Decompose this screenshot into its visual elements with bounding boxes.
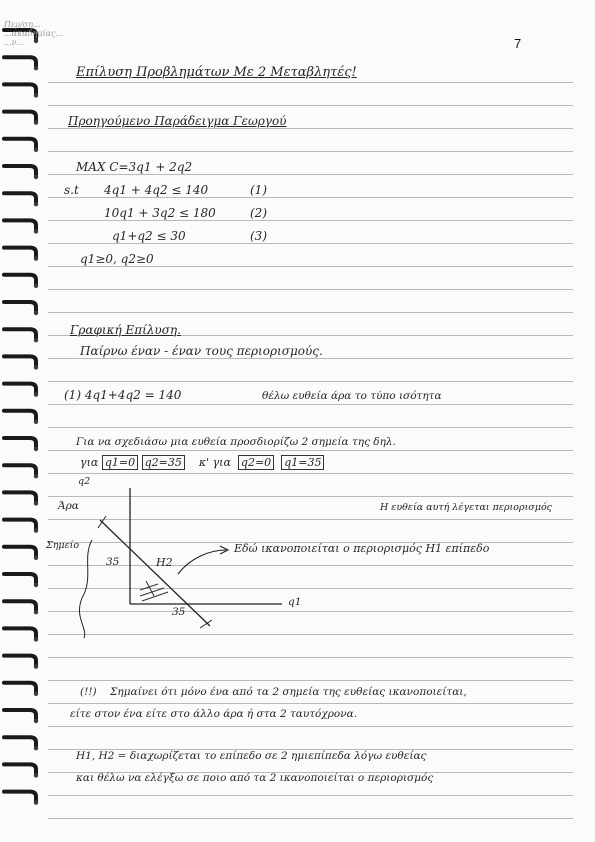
two-points-line: Για να σχεδιάσω μια ευθεία προσδιορίζω 2 σημεία της δηλ. bbox=[76, 436, 396, 448]
ruled-line bbox=[48, 795, 573, 796]
binding-ring bbox=[4, 57, 38, 70]
ruled-line bbox=[48, 657, 573, 658]
constraint-2: 10q1 + 3q2 ≤ 180 bbox=[104, 206, 216, 220]
ruled-line bbox=[48, 151, 573, 152]
page-number: 7 bbox=[514, 36, 522, 51]
footnote-line-3: H1, H2 = διαχωρίζεται το επίπεδο σε 2 ημιεπίπεδα λόγω ευθείας bbox=[76, 750, 427, 762]
ruled-line bbox=[48, 358, 573, 359]
ruled-line bbox=[48, 473, 573, 474]
binding-ring bbox=[4, 574, 38, 587]
library-stamp: Περ/ση... ...ακαδημίας... ...ν... bbox=[4, 20, 64, 47]
binding-ring bbox=[4, 628, 38, 641]
example-subheading: Προηγούμενο Παράδειγμα Γεωργού bbox=[68, 114, 287, 128]
binding-ring bbox=[4, 302, 38, 315]
binding-ring bbox=[4, 275, 38, 288]
binding-ring bbox=[4, 792, 38, 805]
binding-ring bbox=[4, 112, 38, 125]
binding-ring bbox=[4, 737, 38, 750]
binding-ring bbox=[4, 411, 38, 424]
ruled-line bbox=[48, 680, 573, 681]
h1-note: Εδώ ικανοποιείται ο περιορισμός H1 επίπεδο bbox=[234, 542, 490, 555]
x-axis-label: q1 bbox=[288, 596, 302, 608]
constraint-3: q1+q2 ≤ 30 bbox=[112, 229, 186, 243]
binding-ring bbox=[4, 248, 38, 261]
binding-ring bbox=[4, 465, 38, 478]
binding-ring bbox=[4, 764, 38, 777]
ruled-line bbox=[48, 726, 573, 727]
binding-ring bbox=[4, 329, 38, 342]
solution-intro: Παίρνω έναν - έναν τους περιορισμούς. bbox=[80, 344, 323, 358]
subject-to-label: s.t bbox=[64, 183, 79, 197]
binding-ring bbox=[4, 492, 38, 505]
constraint-3-tag: (3) bbox=[250, 229, 267, 243]
binding-ring bbox=[4, 139, 38, 152]
ara-label: Άρα bbox=[58, 500, 79, 512]
ruled-line bbox=[48, 220, 573, 221]
ruled-line bbox=[48, 243, 573, 244]
binding-ring bbox=[4, 220, 38, 233]
footnote-line-4: και θέλω να ελέγξω σε ποιο από τα 2 ικανοποιείται ο περιορισμός bbox=[76, 772, 434, 784]
binding-ring bbox=[4, 84, 38, 97]
constraint-1-tag: (1) bbox=[250, 183, 267, 197]
binding-ring bbox=[4, 384, 38, 397]
ruled-line bbox=[48, 105, 573, 106]
step1-equation: (1) 4q1+4q2 = 140 bbox=[64, 388, 182, 402]
footnote-marker: (!!) bbox=[80, 686, 97, 698]
binding-ring bbox=[4, 166, 38, 179]
binding-ring bbox=[4, 193, 38, 206]
spiral-binding bbox=[0, 0, 48, 842]
ruled-line bbox=[48, 266, 573, 267]
footnote-line-1: Σημαίνει ότι μόνο ένα από τα 2 σημεία της ευθείας ικανοποιείται, bbox=[110, 686, 467, 698]
y-axis-label: q2 bbox=[78, 476, 91, 487]
ruled-line bbox=[48, 818, 573, 819]
solution-title: Γραφική Επίλυση. bbox=[70, 323, 181, 337]
ruled-line bbox=[48, 312, 573, 313]
footnote-line-2: είτε στον ένα είτε στο άλλο άρα ή στα 2 ταυτόχρονα. bbox=[70, 708, 358, 720]
point-box-1: q1=0 bbox=[102, 455, 138, 470]
binding-ring bbox=[4, 710, 38, 723]
point-box-4: q1=35 bbox=[281, 455, 324, 470]
binding-ring bbox=[4, 683, 38, 696]
ruled-line bbox=[48, 427, 573, 428]
ruled-line bbox=[48, 128, 573, 129]
page-heading: Επίλυση Προβλημάτων Με 2 Μεταβλητές! bbox=[76, 65, 357, 80]
x-tick-label: 35 bbox=[172, 606, 186, 618]
point-label: Σημείο bbox=[46, 540, 80, 551]
binding-ring bbox=[4, 438, 38, 451]
ruled-line bbox=[48, 197, 573, 198]
constraint-2-tag: (2) bbox=[250, 206, 267, 220]
line-note: Η ευθεία αυτή λέγεται περιορισμός bbox=[380, 502, 553, 513]
ruled-line bbox=[48, 174, 573, 175]
halfplane-label: H2 bbox=[156, 556, 173, 569]
binding-ring bbox=[4, 356, 38, 369]
ruled-line bbox=[48, 703, 573, 704]
points-row: για q1=0 q2=35 κ' για q2=0 q1=35 bbox=[80, 456, 324, 469]
objective-function: MAX C=3q1 + 2q2 bbox=[76, 160, 193, 174]
binding-ring bbox=[4, 656, 38, 669]
y-tick-label: 35 bbox=[106, 556, 120, 568]
ruled-line bbox=[48, 450, 573, 451]
binding-ring bbox=[4, 601, 38, 614]
nonnegativity: q1≥0, q2≥0 bbox=[80, 252, 154, 266]
point-box-3: q2=0 bbox=[238, 455, 274, 470]
binding-ring bbox=[4, 520, 38, 533]
ruled-line bbox=[48, 289, 573, 290]
constraint-sketch bbox=[46, 476, 580, 638]
ruled-line bbox=[48, 381, 573, 382]
constraint-1: 4q1 + 4q2 ≤ 140 bbox=[104, 183, 209, 197]
step1-note: θέλω ευθεία άρα το τύπο ισότητα bbox=[262, 390, 442, 402]
binding-ring bbox=[4, 547, 38, 560]
ruled-line bbox=[48, 82, 573, 83]
point-box-2: q2=35 bbox=[142, 455, 185, 470]
ruled-line bbox=[48, 404, 573, 405]
